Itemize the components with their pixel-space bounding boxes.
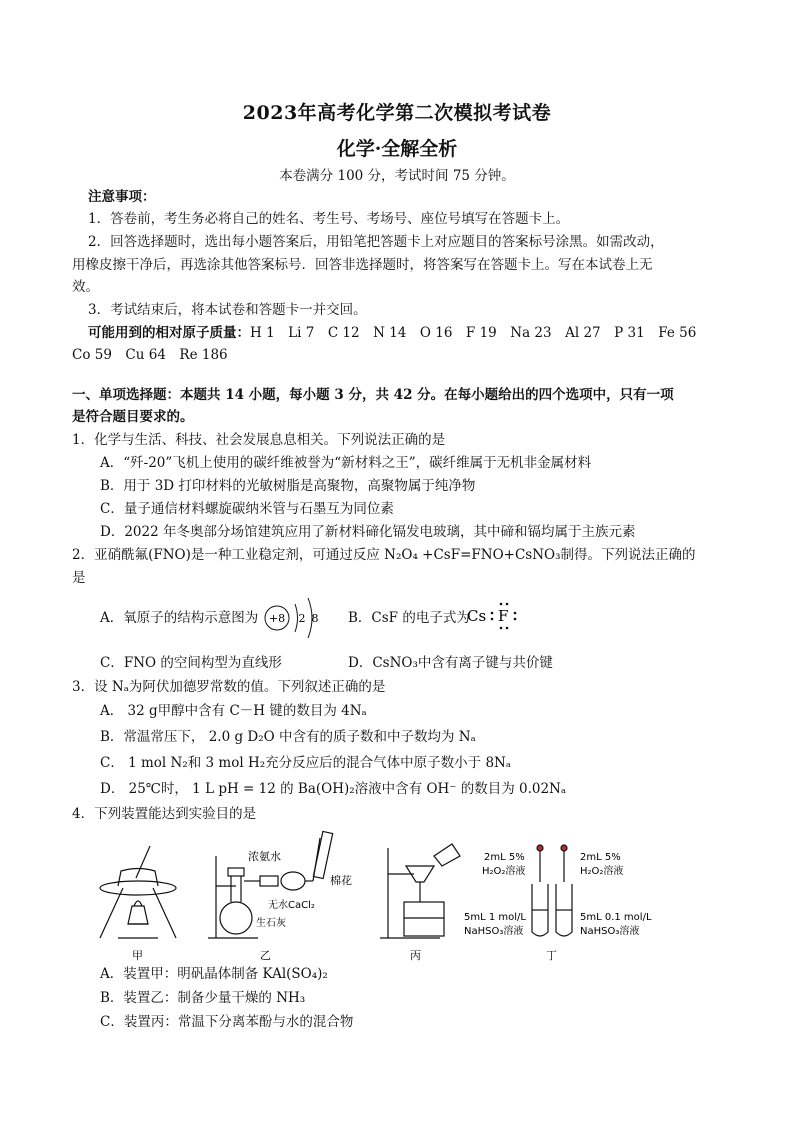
apparatus-bing: [380, 844, 460, 938]
label-cotton: 棉花: [330, 874, 352, 887]
electron-dot: [500, 603, 503, 606]
q2-option-c: C．FNO 的空间构型为直线形: [100, 655, 282, 671]
electron-dot: [491, 618, 494, 621]
atomic-masses-values-2: Co 59 Cu 64 Re 186: [72, 347, 228, 363]
section-heading: 一、单项选择题：本题共 14 小题，每小题 3 分，共 42 分。在每小题给出的四个选项中，只有一项: [72, 387, 674, 403]
electron-dot: [506, 603, 509, 606]
electron-dot: [500, 627, 503, 630]
q4-apparatus-figure: [88, 826, 688, 966]
q1-option-c: C．量子通信材料螺旋碳纳米管与石墨互为同位素: [100, 501, 394, 517]
q3-option-c: C． 1 mol N₂和 3 mol H₂充分反应后的混合气体中原子数小于 8Nₐ: [100, 755, 512, 771]
label-lime: 生石灰: [256, 918, 286, 929]
q2-stem-2: 是: [72, 570, 86, 586]
apparatus-jia: [100, 846, 176, 938]
label-h2o2-right-2: H₂O₂溶液: [580, 866, 624, 877]
q3-stem: 3．设 Nₐ为阿伏加德罗常数的值。下列叙述正确的是: [72, 679, 386, 695]
atomic-masses-line: [88, 322, 738, 344]
electron-dot: [506, 627, 509, 630]
shell-2-count: 8: [311, 612, 319, 625]
cs-symbol: Cs: [467, 607, 487, 625]
q4-stem: 4．下列装置能达到实验目的是: [72, 806, 257, 822]
electron-dot: [491, 612, 494, 615]
label-nahso3-right-1: 5mL 0.1 mol/L: [580, 912, 652, 923]
page-title: 2023年高考化学第二次模拟考试卷: [242, 102, 552, 124]
shell-arc-1: [295, 604, 298, 632]
notes-item: 用橡皮擦干净后，再选涂其他答案标号．回答非选择题时，将答案写在答题卡上。写在本试卷上无: [72, 257, 653, 273]
electron-dot: [514, 612, 517, 615]
label-h2o2-left-1: 2mL 5%: [484, 852, 525, 863]
shell-1-count: 2: [298, 612, 306, 625]
q4-option-c: C．装置丙：常温下分离苯酚与水的混合物: [100, 1014, 354, 1030]
label-jia: 甲: [132, 949, 143, 962]
label-nahso3-left-2: NaHSO₃溶液: [464, 926, 524, 937]
q2-option-a: A．氧原子的结构示意图为: [100, 610, 259, 626]
q3-option-b: B．常温常压下， 2.0 g D₂O 中含有的质子数和中子数均为 Nₐ: [100, 729, 476, 745]
csf-electron-formula: [465, 598, 525, 632]
q1-stem: 1．化学与生活、科技、社会发展息息相关。下列说法正确的是: [72, 432, 446, 448]
label-bing: 丙: [410, 949, 421, 962]
q2-option-d: D．CsNO₃中含有离子键与共价键: [348, 655, 553, 671]
exam-meta: 本卷满分 100 分，考试时间 75 分钟。: [279, 168, 515, 184]
oxygen-atom-diagram: [262, 594, 332, 642]
atomic-masses-values: H 1 Li 7 C 12 N 14 O 16 F 19 Na 23 Al 27 P 31 Fe 56: [250, 325, 697, 341]
q1-option-d: D．2022 年冬奥部分场馆建筑应用了新材料碲化镉发电玻璃，其中碲和镉均属于主族元素: [100, 524, 636, 540]
electron-dot: [514, 618, 517, 621]
label-ammonia: 浓氨水: [248, 850, 281, 863]
notes-heading: 注意事项：: [88, 189, 156, 205]
label-h2o2-right-1: 2mL 5%: [580, 852, 621, 863]
notes-item: 1．答卷前，考生务必将自己的姓名、考生号、考场号、座位号填写在答题卡上。: [88, 211, 570, 227]
q3-option-d: D． 25℃时， 1 L pH = 12 的 Ba(OH)₂溶液中含有 OH⁻ 的数目为 0.02Nₐ: [100, 781, 567, 797]
q1-option-b: B．用于 3D 打印材料的光敏树脂是高聚物，高聚物属于纯净物: [100, 478, 476, 494]
notes-item: 3．考试结束后，将本试卷和答题卡一并交回。: [88, 302, 367, 318]
notes-item: 2．回答选择题时，选出每小题答案后，用铅笔把答题卡上对应题目的答案标号涂黑。如需改动，: [88, 234, 664, 250]
label-cacl2: 无水CaCl₂: [268, 900, 315, 911]
q2-stem: 2．亚硝酰氟(FNO)是一种工业稳定剂，可通过反应 N₂O₄ +CsF=FNO+CsNO₃制得。下列说法正确的: [72, 547, 696, 563]
label-h2o2-left-2: H₂O₂溶液: [482, 866, 526, 877]
label-yi: 乙: [260, 949, 271, 962]
q1-option-a: A．“歼-20”飞机上使用的碳纤维被誉为“新材料之王”，碳纤维属于无机非金属材料: [100, 455, 592, 471]
atomic-masses-label: 可能用到的相对原子质量：: [88, 325, 250, 341]
q2-option-b: B．CsF 的电子式为: [348, 610, 470, 626]
q3-option-a: A． 32 g甲醇中含有 C－H 键的数目为 4Nₐ: [100, 703, 367, 719]
label-ding: 丁: [546, 949, 557, 962]
page-subtitle: 化学·全解全析: [336, 138, 458, 160]
f-symbol: F: [498, 607, 509, 625]
label-nahso3-right-2: NaHSO₃溶液: [580, 926, 640, 937]
section-heading-2: 是符合题目要求的。: [72, 409, 194, 425]
q4-option-b: B．装置乙：制备少量干燥的 NH₃: [100, 990, 306, 1006]
label-nahso3-left-1: 5mL 1 mol/L: [464, 912, 526, 923]
q4-option-a: A．装置甲：明矾晶体制备 KAl(SO₄)₂: [100, 966, 328, 982]
apparatus-ding: [532, 845, 572, 936]
nucleus-charge: +8: [268, 612, 286, 625]
notes-item: 效。: [72, 279, 99, 295]
